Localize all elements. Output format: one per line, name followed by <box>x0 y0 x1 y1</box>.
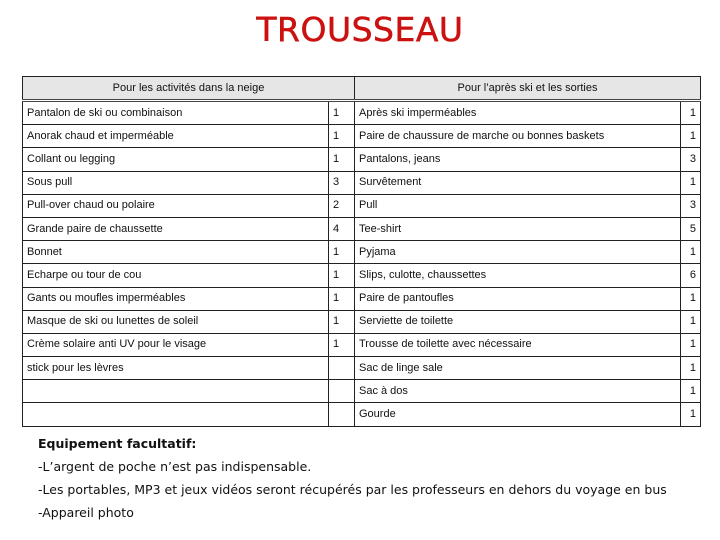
after-ski-qty-cell: 5 <box>681 217 701 240</box>
snow-qty-cell: 1 <box>329 287 355 310</box>
after-ski-item-cell: Pull <box>355 194 681 217</box>
snow-item-cell <box>23 403 329 426</box>
table-row <box>23 333 701 356</box>
snow-qty-cell: 1 <box>329 310 355 333</box>
after-ski-qty-cell: 1 <box>681 333 701 356</box>
table-row <box>23 403 701 426</box>
notes-line: -L’argent de poche n’est pas indispensable. <box>38 459 312 474</box>
after-ski-item-cell: Après ski imperméables <box>355 101 681 125</box>
table-row <box>23 264 701 287</box>
after-ski-qty-cell: 1 <box>681 380 701 403</box>
snow-qty-cell: 2 <box>329 194 355 217</box>
snow-qty-cell <box>329 380 355 403</box>
snow-item-cell: Pantalon de ski ou combinaison <box>23 101 329 125</box>
snow-item-cell: Bonnet <box>23 241 329 264</box>
snow-qty-cell: 1 <box>329 125 355 148</box>
table-row <box>23 287 701 310</box>
snow-item-cell: Masque de ski ou lunettes de soleil <box>23 310 329 333</box>
after-ski-item-cell: Sac à dos <box>355 380 681 403</box>
snow-item-cell: Gants ou moufles imperméables <box>23 287 329 310</box>
after-ski-item-cell: Pantalons, jeans <box>355 148 681 171</box>
after-ski-qty-cell: 1 <box>681 287 701 310</box>
table-row <box>23 380 701 403</box>
after-ski-item-cell: Gourde <box>355 403 681 426</box>
after-ski-qty-cell: 3 <box>681 194 701 217</box>
snow-item-cell: Collant ou legging <box>23 148 329 171</box>
snow-qty-cell: 1 <box>329 148 355 171</box>
snow-item-cell: Sous pull <box>23 171 329 194</box>
notes-heading: Equipement facultatif: <box>38 436 197 451</box>
snow-qty-cell: 1 <box>329 101 355 125</box>
page-title: TROUSSEAU <box>256 10 464 49</box>
after-ski-qty-cell: 1 <box>681 125 701 148</box>
snow-qty-cell <box>329 357 355 380</box>
table-row <box>23 217 701 240</box>
notes-line: -Appareil photo <box>38 505 134 520</box>
after-ski-item-cell: Trousse de toilette avec nécessaire <box>355 333 681 356</box>
notes-line: -Les portables, MP3 et jeux vidéos seront récupérés par les professeurs en dehors du voyage en bus <box>38 482 667 497</box>
after-ski-qty-cell: 3 <box>681 148 701 171</box>
table-row <box>23 310 701 333</box>
after-ski-qty-cell: 6 <box>681 264 701 287</box>
after-ski-item-cell: Sac de linge sale <box>355 357 681 380</box>
snow-item-cell <box>23 380 329 403</box>
after-ski-item-cell: Paire de chaussure de marche ou bonnes baskets <box>355 125 681 148</box>
table-row <box>23 148 701 171</box>
after-ski-item-cell: Serviette de toilette <box>355 310 681 333</box>
header-snow-activities: Pour les activités dans la neige <box>23 77 355 101</box>
after-ski-item-cell: Slips, culotte, chaussettes <box>355 264 681 287</box>
table-row <box>23 171 701 194</box>
snow-item-cell: Crème solaire anti UV pour le visage <box>23 333 329 356</box>
after-ski-item-cell: Paire de pantoufles <box>355 287 681 310</box>
snow-qty-cell: 4 <box>329 217 355 240</box>
after-ski-qty-cell: 1 <box>681 101 701 125</box>
after-ski-qty-cell: 1 <box>681 357 701 380</box>
snow-item-cell: Grande paire de chaussette <box>23 217 329 240</box>
after-ski-item-cell: Survêtement <box>355 171 681 194</box>
table-row <box>23 194 701 217</box>
snow-qty-cell <box>329 403 355 426</box>
header-after-ski: Pour l’après ski et les sorties <box>355 77 701 101</box>
table-header-row <box>23 77 701 101</box>
snow-item-cell: stick pour les lèvres <box>23 357 329 380</box>
trousseau-table <box>22 76 701 427</box>
snow-item-cell: Pull-over chaud ou polaire <box>23 194 329 217</box>
table-row <box>23 125 701 148</box>
snow-item-cell: Anorak chaud et imperméable <box>23 125 329 148</box>
after-ski-qty-cell: 1 <box>681 310 701 333</box>
snow-item-cell: Echarpe ou tour de cou <box>23 264 329 287</box>
snow-qty-cell: 1 <box>329 264 355 287</box>
snow-qty-cell: 1 <box>329 333 355 356</box>
snow-qty-cell: 1 <box>329 241 355 264</box>
after-ski-qty-cell: 1 <box>681 171 701 194</box>
table-row <box>23 357 701 380</box>
table-row <box>23 101 701 125</box>
after-ski-item-cell: Pyjama <box>355 241 681 264</box>
after-ski-item-cell: Tee-shirt <box>355 217 681 240</box>
snow-qty-cell: 3 <box>329 171 355 194</box>
after-ski-qty-cell: 1 <box>681 241 701 264</box>
optional-equipment-notes <box>38 432 698 524</box>
after-ski-qty-cell: 1 <box>681 403 701 426</box>
table-body <box>23 101 701 427</box>
table-row <box>23 241 701 264</box>
